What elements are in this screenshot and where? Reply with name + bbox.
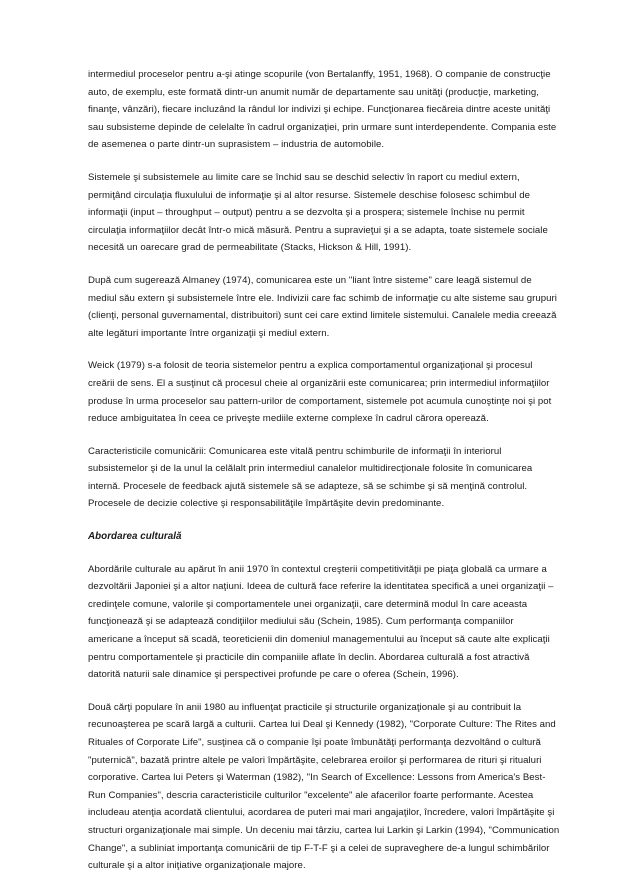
paragraph-almaney: După cum sugerează Almaney (1974), comunicarea este un "liant între sisteme" care leagă sistemul de mediul său extern şi subsistemele între ele. Indivizii care fac schimb de informaţie cu alte sisteme sau grupuri (clienţi, personal guvernamental, distribuitori) sunt cei care extind limitele sistemului. Canalele media creează alte legături importante între organizaţii şi mediul extern. [88,274,557,339]
paragraph-systems-boundaries: Sistemele şi subsistemele au limite care se închid sau se deschid selectiv în raport cu mediul extern, permiţând circulaţia fluxulului de informaţie şi al altor resurse. Sistemele deschise folosesc schimbul de informaţii (input – throughput – output) pentru a se dezvolta şi a prospera; sistemele închise nu permit circulaţia informaţiilor decât într-o mică măsură. Pentru a supravieţui şi a se adapta, toate sistemele sociale necesită un oarecare grad de permeabilitate (Stacks, Hickson & Hill, 1991). [88,171,548,254]
paragraph-popular-books: Două cărţi populare în anii 1980 au influenţat practicile şi structurile organizaţionale şi au contribuit la recunoaşterea pe scară largă a culturii. Cartea lui Deal şi Kennedy (1982), "Corporate Culture: The Rites and Rituales of Corporate Life", susţinea că o companie îşi poate îmbunătăţi performanţa dezvoltând o cultură "puternică", bazată printre altele pe valori împărtăşite, celebrarea eroilor şi performarea de rituri şi ritualuri corporative. Cartea lui Peters şi Waterman (1982), "In Search of Excellence: Lessons from America's Best-Run Companies", descria caracteristicile culturilor "excelente" ale afacerilor foarte performante. Acestea includeau atenţia acordată clientului, acordarea de puteri mai mari angajaţilor, încredere, valori împărtăşite şi structuri organizaţionale mai simple. Un deceniu mai târziu, cartea lui Larkin şi Larkin (1994), "Communication Change", a subliniat importanţa comunicării de tip F-T-F şi a celei de supraveghere de-a lungul schimbărilor culturale şi a altor iniţiative organizaţionale majore. [88,701,560,872]
paragraph-cultural-origins: Abordările culturale au apărut în anii 1970 în contextul creşterii competitivităţii pe piaţa globală ca urmare a dezvoltării Japoniei şi a altor naţiuni. Ideea de cultură face referire la identitatea specifică a unei organizaţii – credinţele comune, valorile şi comportamentele unei organizaţii, care determină modul în care aceasta funcţionează şi se adaptează condiţiilor mediului său (Schein, 1985). Cum performanţa companiilor americane a început să scadă, teoreticienii din domeniul managementului au început să caute alte explicaţii pentru comportamentele şi practicile din companiile aflate în declin. Abordarea culturală a fost atractivă datorită naturii sale dinamice şi perspectivei profunde pe care o oferea (Schein, 1996). [88,563,554,681]
section-heading-cultural-approach: Abordarea culturală [88,531,182,543]
paragraph-weick: Weick (1979) s-a folosit de teoria sistemelor pentru a explica comportamentul organizaţional şi procesul creării de sens. El a susţinut că procesul cheie al organizării este comunicarea; prin intermediul informaţiilor produse în urma proceselor sau pattern-urilor de comportament, sistemele pot acumula cunoştinţe noi şi pot reduce ambiguitatea în ceea ce priveşte mediile externe complexe în cadrul cărora operează. [88,360,552,425]
paragraph-communication-characteristics: Caracteristicile comunicării: Comunicarea este vitală pentru schimburile de informaţii în interiorul subsistemelor şi de la unul la celălalt prin intermediul canalelor multidirecţionale folosite în comunicarea internă. Procesele de feedback ajută sistemele să se adapteze, să se schimbe şi să menţină controlul. Procesele de decizie colective şi responsabilităţile împărtăşite devin predominante. [88,445,533,510]
paragraph-systems-example: intermediul proceselor pentru a-şi atinge scopurile (von Bertalanffy, 1951, 1968). O companie de construcţie auto, de exemplu, este formată dintr-un anumit număr de departamente sau unităţi (producţie, marketing, finanţe, vânzări), fiecare incluzând la rândul lor indivizi şi echipe. Funcţionarea fiecăreia dintre aceste unităţi sau subsisteme depinde de celelalte în cadrul organizaţiei, prin urmare sunt interdependente. Compania este de asemenea o parte dintr-un suprasistem – industria de automobile. [88,69,557,151]
